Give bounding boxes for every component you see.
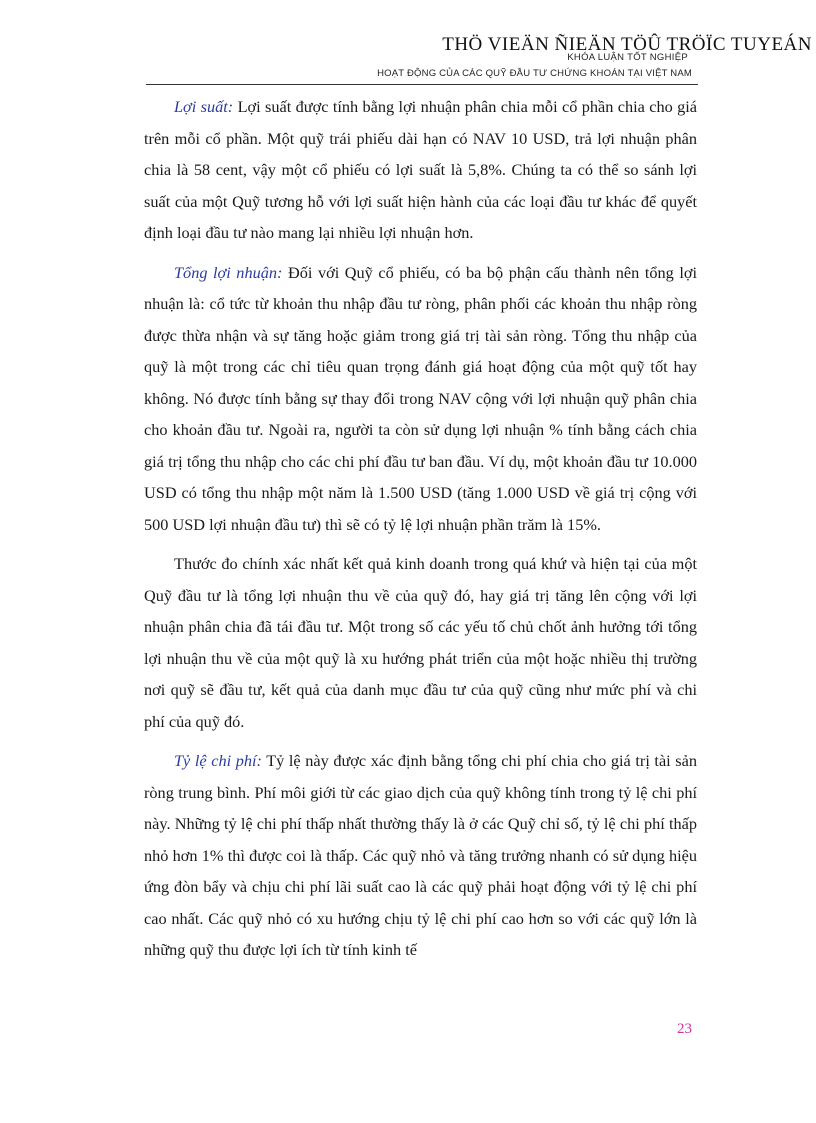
header-divider	[146, 84, 698, 85]
paragraph-text: Tỷ lệ này được xác định bằng tổng chi phí chia cho giá trị tài sản ròng trung bình. Phí môi giới từ các giao dịch của quỹ không tính trong tỷ lệ chi phí này. Những tỷ lệ chi phí thấp nhất thường thấy là ở các Quỹ chỉ số, tỷ lệ chi phí thấp nhỏ hơn 1% thì được coi là thấp. Các quỹ nhỏ và tăng trưởng nhanh có sử dụng hiệu ứng đòn bẩy và chịu chi phí lãi suất cao là các quỹ phải hoạt động với tỷ lệ chi phí cao nhất. Các quỹ nhỏ có xu hướng chịu tỷ lệ chi phí cao hơn so với các quỹ lớn là những quỹ thu được lợi ích từ tính kinh tế	[144, 751, 698, 959]
page-number: 23	[677, 1021, 692, 1037]
paragraph-ty-le-chi-phi	[144, 745, 697, 966]
watermark-text: THÖ VIEÄN ÑIEÄN TÖÛ TRÖÏC TUYEÁN	[442, 34, 812, 55]
paragraph-tong-loi-nhuan	[144, 257, 697, 541]
term-ty-le-chi-phi: Tỷ lệ chi phí:	[174, 751, 262, 770]
paragraph-thuoc-do	[144, 548, 697, 737]
paragraph-text: Lợi suất được tính bằng lợi nhuận phân chia mỗi cổ phần chia cho giá trên mỗi cổ phần. Một quỹ trái phiếu dài hạn có NAV 10 USD, trả lợi nhuận phân chia là 58 cent, vậy một cổ phiếu có lợi suất là 5,8%. Chúng ta có thể so sánh lợi suất của một Quỹ tương hỗ với lợi suất hiện hành của các loại đầu tư khác để quyết định loại đầu tư nào mang lại nhiều lợi nhuận hơn.	[144, 97, 697, 242]
term-tong-loi-nhuan: Tổng lợi nhuận:	[174, 262, 283, 282]
document-body	[144, 91, 697, 974]
paragraph-text: Đối với Quỹ cổ phiếu, có ba bộ phận cấu thành nên tổng lợi nhuận là: cổ tức từ khoản thu nhập đầu tư ròng, phân phối các khoản thu nhập ròng được thừa nhận và sự tăng hoặc giảm trong giá trị tài sản ròng. Tổng thu nhập của quỹ là một trong các chỉ tiêu quan trọng đánh giá hoạt động của một quỹ tốt hay không. Nó được tính bằng sự thay đổi trong NAV cộng với lợi nhuận quỹ phân chia cho khoản đầu tư. Ngoài ra, người ta còn sử dụng lợi nhuận % tính bằng cách chia giá trị tổng thu nhập cho các chi phí đầu tư ban đầu. Ví dụ, một khoản đầu tư 10.000 USD có tổng thu nhập một năm là 1.500 USD (tăng 1.000 USD về giá trị cộng với 500 USD lợi nhuận đầu tư) thì sẽ có tỷ lệ lợi nhuận phần trăm là 15%.	[144, 262, 697, 534]
paragraph-text: Thước đo chính xác nhất kết quả kinh doanh trong quá khứ và hiện tại của một Quỹ đầu tư là tổng lợi nhuận thu về của quỹ đó, hay giá trị tăng lên cộng với lợi nhuận phân chia đã tái đầu tư. Một trong số các yếu tố chủ chốt ảnh hưởng tới tổng lợi nhuận thu về của một quỹ là xu hướng phát triển của một hoặc nhiều thị trường nơi quỹ sẽ đầu tư, kết quả của danh mục đầu tư của quỹ cũng như mức phí và chi phí của quỹ đó.	[144, 554, 697, 731]
term-loi-suat: Lợi suất:	[174, 97, 234, 116]
header-title: HOẠT ĐỘNG CỦA CÁC QUỸ ĐẦU TƯ CHỨNG KHOÁN TẠI VIỆT NAM	[377, 68, 692, 79]
paragraph-loi-suat	[144, 91, 697, 249]
header-thesis-label: KHÓA LUẬN TỐT NGHIỆP	[567, 52, 688, 63]
